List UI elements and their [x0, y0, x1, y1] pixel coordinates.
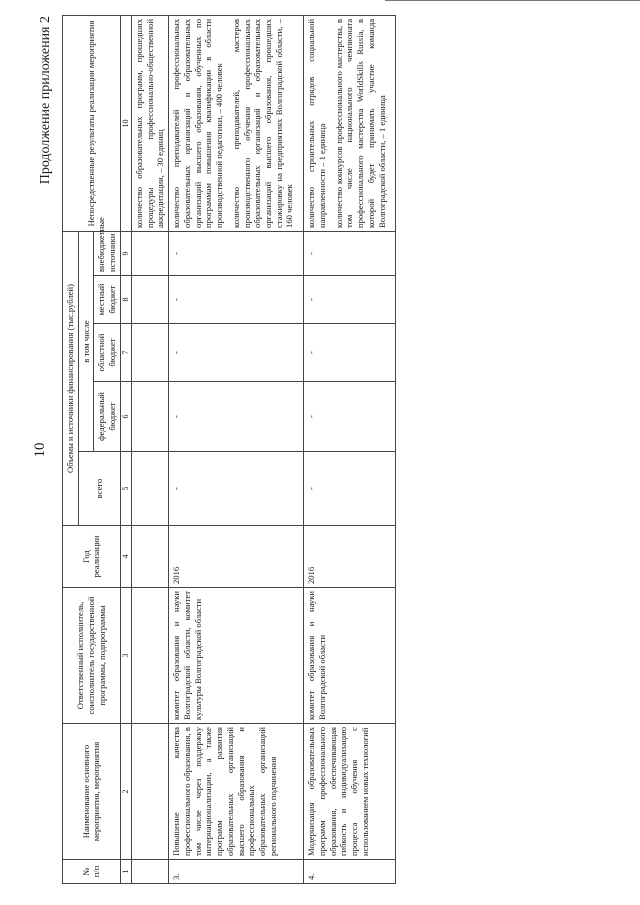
header-including: в том числе [78, 231, 94, 451]
scan-top-line [385, 0, 640, 1]
col-number: 2 [120, 724, 131, 860]
header-financing: Объемы и источники финансирования (тыс.рублей) [63, 231, 79, 525]
page-number: 10 [32, 442, 48, 458]
extrabudget-value: - [304, 231, 396, 275]
row-number: 4. [304, 860, 396, 884]
header-results: Непосредственные результаты реализации мероприятия [63, 15, 121, 231]
result-text: количество строительных отрядов социальной направленности – 1 единица [306, 18, 327, 228]
header-federal: федеральный бюджет [94, 382, 120, 452]
table-row-continuation [131, 15, 168, 883]
table-row [304, 15, 396, 883]
col-number: 3 [120, 588, 131, 724]
header-executor: Ответственный исполнитель, соисполнитель государственной программы, подпрограммы [63, 588, 121, 724]
result-text: количество преподавателей, мастеров производственного обучения профессиональных образовательных организаций и образовательных организаций высшего образования, прошедших стажировку на предприятиях Волгоградской области, – 160 человек [230, 18, 295, 228]
rotated-page [30, 10, 630, 890]
measure-name: Повышение качества профессионального образования, в том числе через поддержку интернационализации, а также программ развития образовательных организаций высшего образования и профессиональных образовательных организаций регионального подчинения [169, 724, 304, 860]
federal-value: - [304, 382, 396, 452]
program-table [62, 15, 396, 884]
regional-value: - [304, 324, 396, 382]
col-number: 6 [120, 382, 131, 452]
executor: комитет образования и науки Волгоградской области, комитет культуры Волгоградской области [169, 588, 304, 724]
results-cell [304, 15, 396, 231]
federal-value: - [169, 382, 304, 452]
header-total: всего [78, 452, 120, 526]
table-row [169, 15, 304, 883]
result-text: количество образовательных программ, прошедших процедуры профессионально-общественной аккредитации, – 30 единиц [131, 15, 168, 231]
header-local: местный бюджет [94, 276, 120, 324]
extrabudget-value: - [169, 231, 304, 275]
appendix-title: Продолжение приложения 2 [38, 16, 53, 185]
executor: комитет образования и науки Волгоградской области [304, 588, 396, 724]
total-value: - [169, 452, 304, 526]
year: 2016 [169, 526, 304, 588]
measure-name: Модернизация образовательных программ профессионального образования, обеспечивающая гибкость и индивидуализацию процесса обучения с использованием новых технологий [304, 724, 396, 860]
result-text: количество преподавателей профессиональных образовательных организаций и образовательных организаций высшего образования, обученных по программам повышения квалификации в области производственной педагогики, – 400 человек [171, 18, 225, 228]
local-value: - [304, 276, 396, 324]
header-num: № п/п [63, 860, 121, 884]
header-row-1 [63, 15, 79, 883]
local-value: - [169, 276, 304, 324]
col-number: 1 [120, 860, 131, 884]
header-regional: областной бюджет [94, 324, 120, 382]
col-number: 7 [120, 324, 131, 382]
col-number: 8 [120, 276, 131, 324]
col-number: 10 [120, 15, 131, 231]
regional-value: - [169, 324, 304, 382]
results-cell [169, 15, 304, 231]
total-value: - [304, 452, 396, 526]
result-text: количество конкурсов профессионального мастерства, в том числе национального чемпионата профессионального мастерства WorldSkills Russia, в которой будет принимать участие команда Волгоградской области, – 1 единица [333, 18, 387, 228]
col-number: 4 [120, 526, 131, 588]
header-year: Год реализации [63, 526, 121, 588]
col-number: 5 [120, 452, 131, 526]
header-name: Наименование основного мероприятия, мероприятия [63, 724, 121, 860]
column-number-row [120, 15, 131, 883]
col-number: 9 [120, 231, 131, 275]
year: 2016 [304, 526, 396, 588]
row-number: 3. [169, 860, 304, 884]
header-extrabudget: внебюджетные источники [94, 231, 120, 275]
